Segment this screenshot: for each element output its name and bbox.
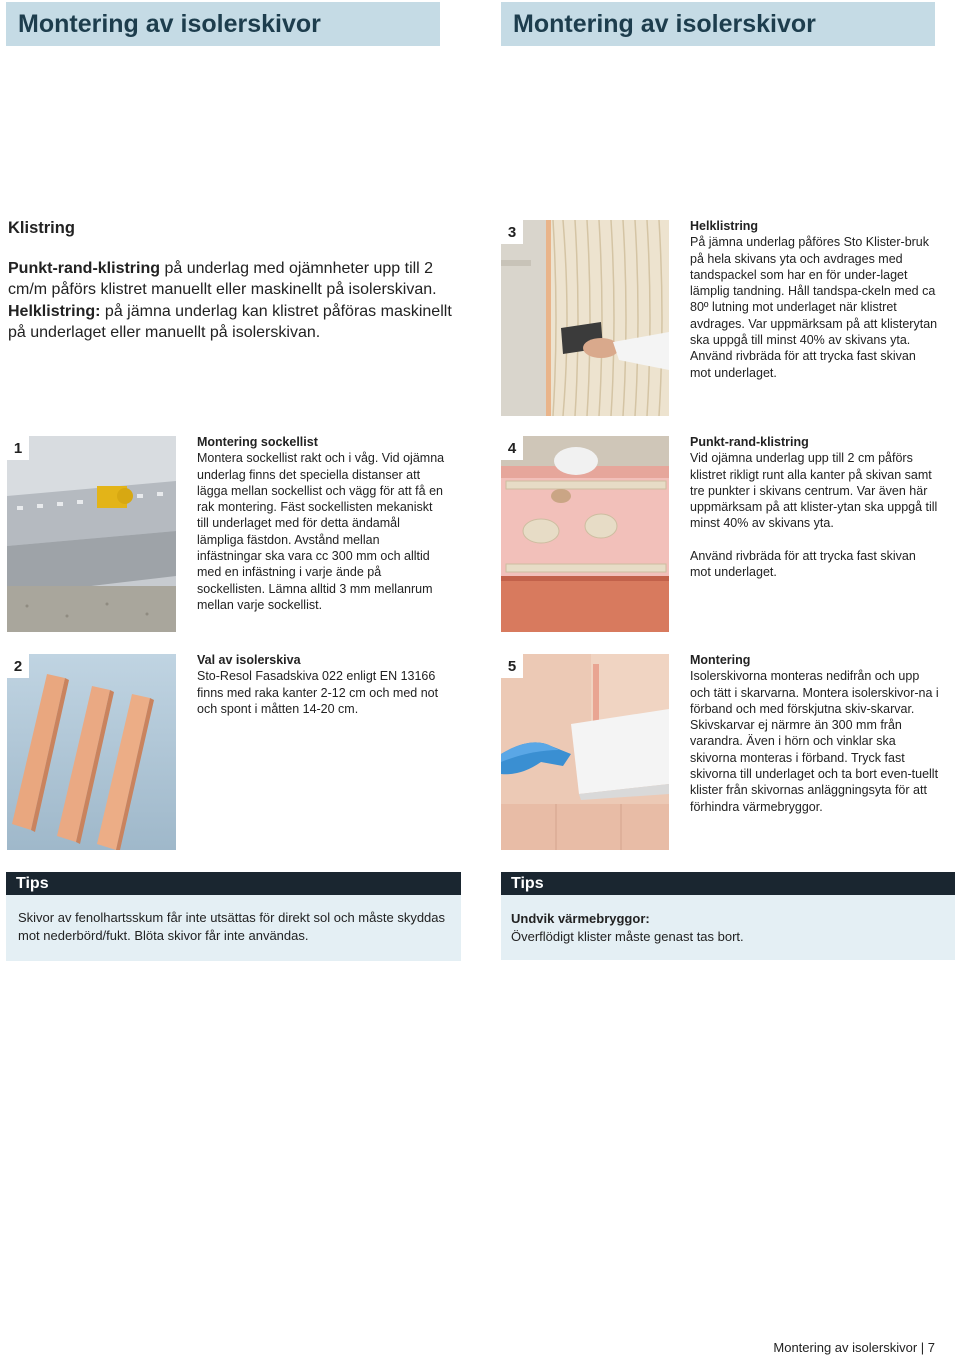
page-footer: Montering av isolerskivor | 7 bbox=[773, 1340, 935, 1355]
step-2-title: Val av isolerskiva bbox=[197, 653, 301, 667]
tips-right-text: Överflödigt klister måste genast tas bort. bbox=[511, 928, 744, 944]
step-number-3: 3 bbox=[501, 220, 523, 244]
tips-left-text: Skivor av fenolhartsskum får inte utsättas för direkt sol och måste skyddas mot nederbörd/fukt. Blöta skivor får inte användas. bbox=[18, 910, 446, 943]
photo-step-3 bbox=[501, 220, 669, 416]
intro-paragraph-2 bbox=[8, 301, 468, 344]
intro-p1-bold: Punkt-rand-klistring bbox=[8, 259, 161, 277]
tips-right-label: Tips bbox=[501, 872, 955, 895]
step-1-body: Montera sockellist rakt och i våg. Vid ojämna underlag finns det speciella distanser att lägga mellan sockellist och vägg för att få en rak montering. Fäst sockellisten mekaniskt till underlaget med för detta ändamål lämpliga fästdon. Avstånd mellan infästningar ska vara cc 300 mm och alltid med en infästning i varje ände på sockellisten. Lämna alltid 3 mm mellanrum mellan varje sockellist. bbox=[197, 451, 445, 612]
intro-p2-text: på jämna underlag kan klistret påföras maskinellt på underlaget eller manuellt på isolerskivan. bbox=[8, 302, 452, 341]
tips-box-right bbox=[501, 872, 955, 960]
step-number-4: 4 bbox=[501, 436, 523, 460]
intro-heading: Klistring bbox=[8, 219, 75, 237]
step-5-title: Montering bbox=[690, 653, 751, 667]
step-5-body: Isolerskivorna monteras nedifrån och upp och tätt i skarvarna. Montera isolerskivor-na i förband och med förskjutna skiv-skarvar. Skivskarvar ej närmre än 300 mm från varandra. Även i hörn och vinklar ska skivorna monteras i förband. Tryck fast skivorna till underlaget och ta bort even-tuellt klister från skivornas anläggningsyta för att förhindra värmebryggor. bbox=[690, 669, 939, 814]
step-number-2: 2 bbox=[7, 654, 29, 678]
tips-right-bold: Undvik värmebryggor: bbox=[511, 911, 650, 926]
step-1-text bbox=[197, 434, 447, 613]
step-5-text bbox=[690, 652, 940, 815]
step-4-body: Vid ojämna underlag upp till 2 cm påförs klistret rikligt runt alla kanter på skivan samt tre punkter i skivans centrum. Var även här uppmärksam på att klister-ytan ska uppgå till minst 40% av skivans yta. bbox=[690, 451, 938, 531]
intro-p1-text: på underlag med ojämnheter upp till 2 cm/m påförs klistret manuellt eller maskinellt på isolerskivan. bbox=[8, 259, 437, 298]
step-3-title: Helklistring bbox=[690, 219, 759, 233]
step-1-title: Montering sockellist bbox=[197, 435, 318, 449]
photo-step-1 bbox=[7, 436, 176, 632]
step-4-title: Punkt-rand-klistring bbox=[690, 435, 809, 449]
intro-p2-bold: Helklistring: bbox=[8, 302, 101, 320]
step-number-1: 1 bbox=[7, 436, 29, 460]
page-title-left: Montering av isolerskivor bbox=[18, 9, 321, 38]
intro-paragraph-1 bbox=[8, 258, 468, 301]
photo-step-4 bbox=[501, 436, 669, 632]
tips-left-label: Tips bbox=[6, 872, 461, 895]
step-4-body-2: Använd rivbräda för att trycka fast skivan mot underlaget. bbox=[690, 548, 916, 580]
step-3-text bbox=[690, 218, 940, 381]
tips-right-body bbox=[501, 895, 955, 945]
page-header-left bbox=[6, 2, 440, 46]
step-2-body: Sto-Resol Fasadskiva 022 enligt EN 13166 finns med raka kanter 2-12 cm och med not och spont i måtten 14-20 cm. bbox=[197, 669, 439, 716]
page-title-right: Montering av isolerskivor bbox=[513, 9, 816, 38]
photo-step-2 bbox=[7, 654, 176, 850]
step-number-5: 5 bbox=[501, 654, 523, 678]
photo-step-5 bbox=[501, 654, 669, 850]
step-2-text bbox=[197, 652, 457, 717]
page-header-right bbox=[501, 2, 935, 46]
step-3-body: På jämna underlag påföres Sto Klister-bruk på hela skivans yta och avdrages med tandspackel som har en för under-laget lämplig tandning. Håll tandspa-ckeln med ca 80º lutning mot underlaget när klistret avdrages. Var uppmärksam på att klisterytan ska uppgå till minst 40% av skivans yta. Använd rivbräda för att trycka fast skivan mot underlaget. bbox=[690, 235, 938, 380]
tips-box-left bbox=[6, 872, 461, 961]
step-4-text bbox=[690, 434, 940, 580]
intro-section bbox=[8, 218, 468, 344]
